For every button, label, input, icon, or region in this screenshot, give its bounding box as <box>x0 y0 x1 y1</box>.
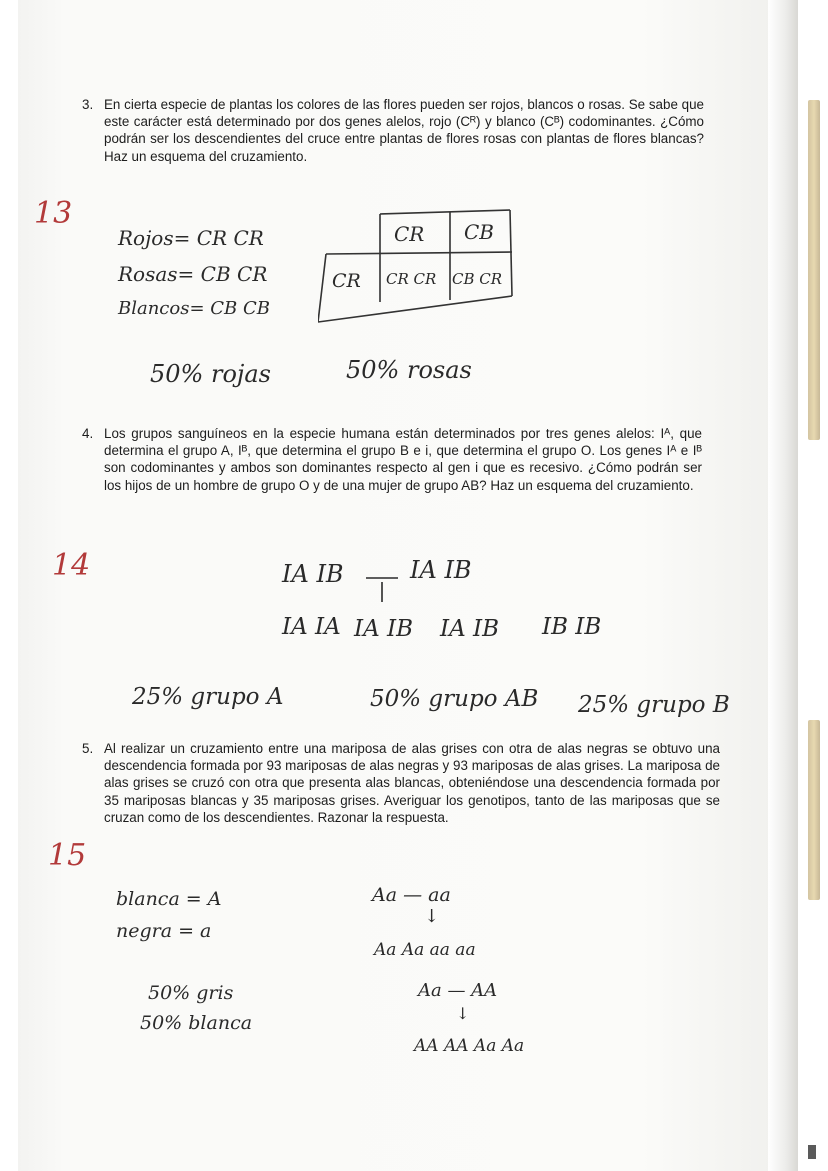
punnett-header: CB <box>464 220 494 244</box>
question-text: En cierta especie de plantas los colores de las flores pueden ser rojos, blancos o rosas. Se sabe que este carácter está determinado por dos genes alelos, rojo (Cᴿ) y blanco (Cᴮ) codominantes. ¿Cómo podrán ser los descendientes del cruce entre plantas de flores rosas con plantas de flores blancas? Haz un esquema del cruzamiento. <box>104 97 704 164</box>
punnett-square <box>318 208 514 323</box>
score-mark: 15 <box>48 838 87 873</box>
result-text: 50% rosas <box>346 356 472 384</box>
question-5 <box>82 740 720 826</box>
question-text: Los grupos sanguíneos en la especie humana están determinados por tres genes alelos: Iᴬ, que determina el grupo A, Iᴮ, que determina el grupo B e i, que determina el grupo O. Los genes Iᴬ e Iᴮ son codominantes y ambos son dominantes respecto al gen i que es recesivo. ¿Cómo podrán ser los hijos de un hombre de grupo O y de una mujer de grupo AB? Haz un esquema del cruzamiento. <box>104 426 702 493</box>
result-text: 50% gris <box>148 982 234 1004</box>
legend-line: blanca = A <box>116 888 222 910</box>
score-mark: 13 <box>34 196 73 231</box>
cross-offspring: AA AA Aa Aa <box>414 1036 525 1056</box>
legend-line: Rosas= CB CR <box>118 262 268 286</box>
binder-strip-lower <box>808 720 820 900</box>
parent-genotype: IA IB <box>282 560 344 588</box>
punnett-cell: CR CR <box>386 270 437 288</box>
offspring-genotype: IA IB <box>354 616 413 642</box>
corner-mark <box>808 1145 816 1159</box>
question-text: Al realizar un cruzamiento entre una mariposa de alas grises con otra de alas negras se obtuvo una descendencia formada por 93 mariposas de alas negras y 93 mariposas de alas grises. La mariposa de alas grises se cruzó con otra que presenta alas blancas, obteniéndose una descendencia formada por 35 mariposas blancas y 35 mariposas grises. Averiguar los genotipos, tanto de las mariposas que se cruzan como de los descendientes. Razonar la respuesta. <box>104 741 720 825</box>
punnett-header: CR <box>394 222 425 246</box>
parent-genotype: IA IB <box>410 556 472 584</box>
result-text: 50% blanca <box>140 1012 253 1034</box>
legend-line: Blancos= CB CB <box>118 298 270 319</box>
binder-strip <box>808 100 820 440</box>
question-number: 5. <box>82 741 94 756</box>
legend-line: negra = a <box>116 920 212 942</box>
result-text: 50% rojas <box>150 360 271 388</box>
offspring-genotype: IB IB <box>542 614 602 640</box>
arrow-down-icon: ↓ <box>456 1004 470 1023</box>
arrow-down-icon: ↓ <box>424 906 440 927</box>
page-edge-shadow <box>768 0 798 1171</box>
worksheet-page <box>18 0 798 1171</box>
punnett-cell: CB CR <box>452 270 503 288</box>
result-text: 25% grupo A <box>132 684 284 710</box>
cross-parents: Aa — AA <box>418 980 498 1001</box>
score-mark: 14 <box>52 548 91 583</box>
offspring-genotype: IA IA <box>282 614 341 640</box>
legend-line: Rojos= CR CR <box>118 226 264 250</box>
punnett-row-label: CR <box>332 270 361 292</box>
question-number: 4. <box>82 426 94 441</box>
result-text: 50% grupo AB <box>370 686 539 712</box>
question-number: 3. <box>82 97 94 112</box>
result-text: 25% grupo B <box>578 692 730 718</box>
cross-symbol <box>362 568 402 604</box>
cross-parents: Aa — aa <box>372 884 451 906</box>
question-3 <box>82 96 704 165</box>
question-4 <box>82 425 702 494</box>
cross-offspring: Aa Aa aa aa <box>374 940 476 960</box>
offspring-genotype: IA IB <box>440 616 499 642</box>
